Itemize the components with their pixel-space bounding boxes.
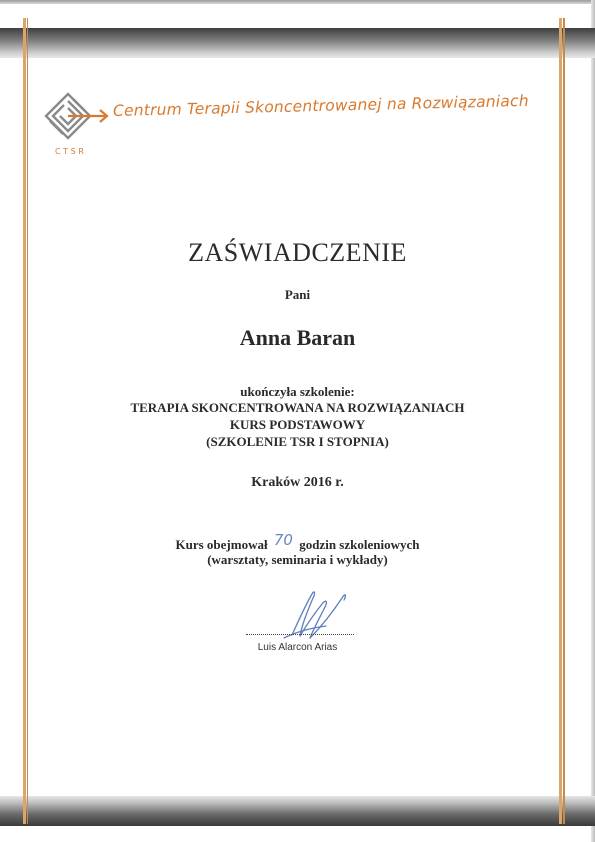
organization-abbreviation: CTSR (55, 147, 87, 156)
hours-value-handwritten: 70 (273, 531, 293, 549)
certificate-title: ZAŚWIADCZENIE (188, 238, 407, 267)
organization-name: Centrum Terapii Skoncentrowanej na Rozwiązaniach (112, 91, 529, 120)
course-level: KURS PODSTAWOWY (229, 417, 366, 432)
recipient-name: Anna Baran (239, 325, 356, 350)
hours-suffix: godzin szkoleniowych (299, 537, 420, 552)
scan-edge-top (0, 0, 595, 4)
signature-line (246, 634, 354, 635)
place-and-date: Kraków 2016 r. (251, 475, 344, 490)
bottom-decorative-bar (0, 796, 595, 826)
training-name: TERAPIA SKONCENTROWANA NA ROZWIĄZANIACH (130, 400, 465, 415)
training-forms: (warsztaty, seminaria i wykłady) (207, 552, 388, 567)
top-decorative-bar (0, 28, 595, 58)
hours-prefix: Kurs obejmował (175, 537, 268, 552)
training-stage: (SZKOLENIE TSR I STOPNIA) (206, 434, 389, 449)
completed-text: ukończyła szkolenie: (240, 384, 355, 399)
salutation: Pani (284, 287, 311, 302)
signer-name: Luis Alarcon Arias (257, 642, 338, 653)
handwritten-signature (270, 580, 360, 650)
hours-line (0, 531, 595, 553)
